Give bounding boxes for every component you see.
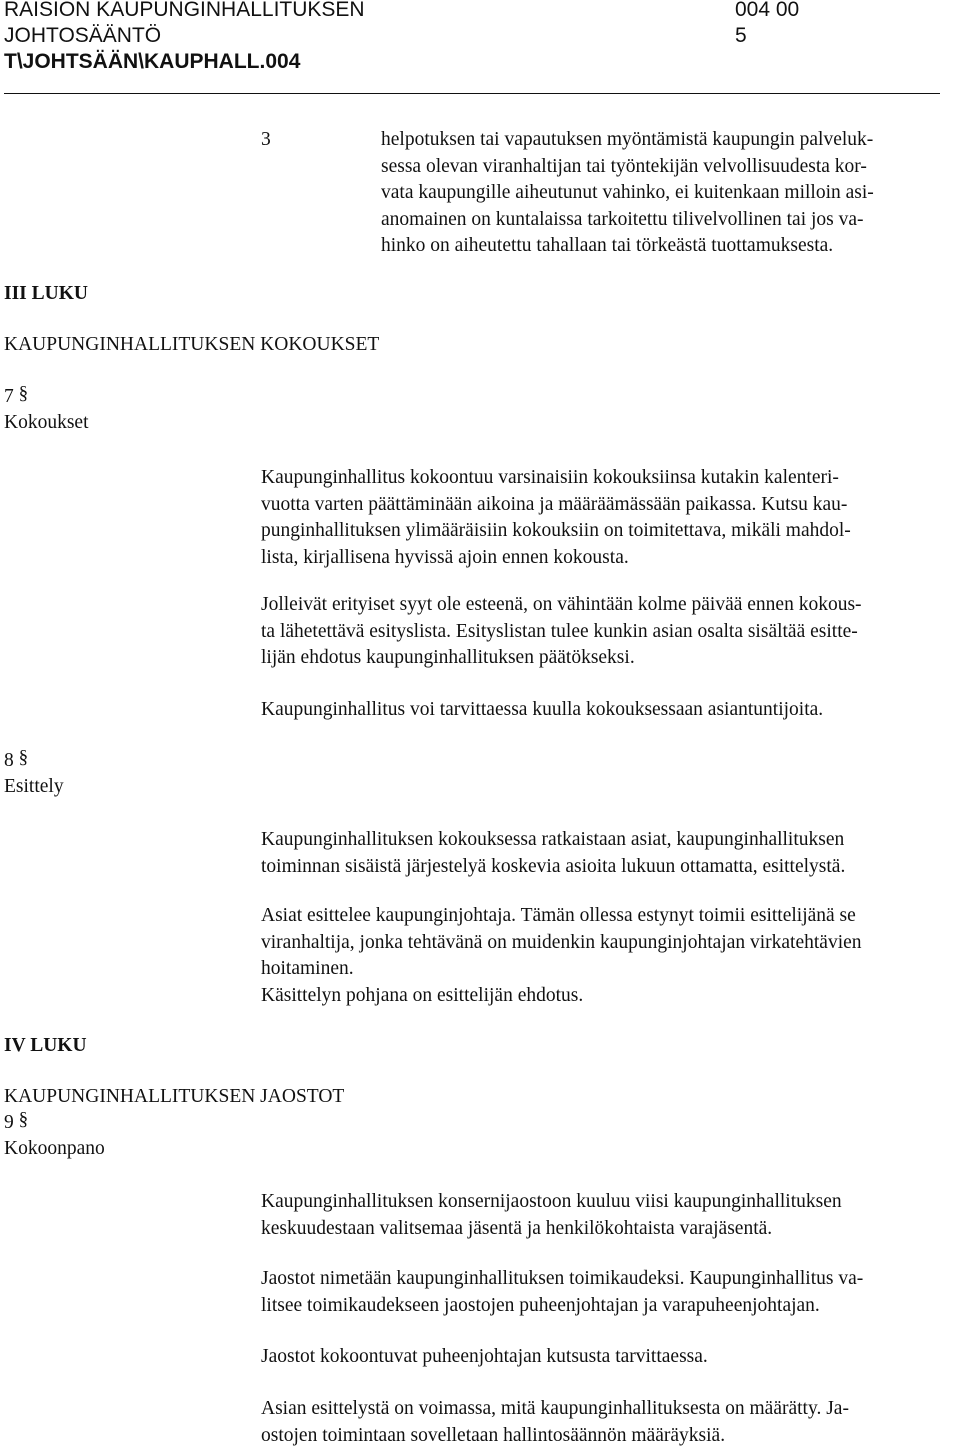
paragraph [261, 1266, 960, 1319]
item-text-line: helpotuksen tai vapautuksen myöntämistä kaupungin palveluk- [381, 127, 960, 154]
paragraph-line: Kaupunginhallitus voi tarvittaessa kuulla kokouksessaan asiantuntijoita. [261, 697, 960, 724]
item-text-line: anomainen on kuntalaissa tarkoitettu tilivelvollinen tai jos va- [381, 207, 960, 234]
header-document-name: JOHTOSÄÄNTÖ [4, 22, 161, 49]
paragraph-line: keskuudestaan valitsemaa jäsentä ja henkilökohtaista varajäsentä. [261, 1216, 960, 1243]
paragraph [261, 592, 960, 672]
section-number [4, 1110, 28, 1137]
item-text-line: sessa olevan viranhaltijan tai työntekijän velvollisuudesta kor- [381, 154, 960, 181]
paragraph-line: toiminnan sisäistä järjestelyä koskevia asioita lukuun ottamatta, esittelystä. [261, 854, 960, 881]
header-doc-number: 004 00 [735, 0, 799, 23]
paragraph [261, 903, 960, 1009]
section-number-value: 7 [4, 386, 14, 407]
paragraph-line: Kaupunginhallituksen konsernijaostoon kuuluu viisi kaupunginhallituksen [261, 1189, 960, 1216]
section-number-value: 8 [4, 750, 14, 771]
section-symbol: § [19, 383, 29, 404]
paragraph-line: punginhallituksen ylimääräisiin kokouksiin on toimitettava, mikäli mahdol- [261, 518, 960, 545]
section-number-value: 9 [4, 1112, 14, 1133]
section-title: Kokoonpano [4, 1136, 105, 1163]
header-org-name: RAISION KAUPUNGINHALLITUKSEN [4, 0, 365, 23]
paragraph-line: Jaostot nimetään kaupunginhallituksen toimikaudeksi. Kaupunginhallitus va- [261, 1266, 960, 1293]
paragraph [261, 1396, 960, 1449]
paragraph-line: Asiat esittelee kaupunginjohtaja. Tämän ollessa estynyt toimii esittelijänä se [261, 903, 960, 930]
paragraph-line: lista, kirjallisena hyvissä ajoin ennen kokousta. [261, 545, 960, 572]
item-text-line: hinko on aiheutettu tahallaan tai törkeästä tuottamuksesta. [381, 233, 960, 260]
section-title: Esittely [4, 774, 64, 801]
chapter-heading: IV LUKU [4, 1033, 87, 1060]
paragraph [261, 465, 960, 571]
paragraph-line: viranhaltija, jonka tehtävänä on muidenkin kaupunginjohtajan virkatehtävien [261, 930, 960, 957]
chapter-heading: III LUKU [4, 281, 88, 308]
section-symbol: § [19, 747, 29, 768]
header-page-number: 5 [735, 22, 747, 49]
paragraph [261, 827, 960, 880]
paragraph-line: litsee toimikaudekseen jaostojen puheenjohtajan ja varapuheenjohtajan. [261, 1293, 960, 1320]
paragraph-line: Kaupunginhallituksen kokouksessa ratkaistaan asiat, kaupunginhallituksen [261, 827, 960, 854]
paragraph [261, 697, 960, 724]
chapter-title: KAUPUNGINHALLITUKSEN JAOSTOT [4, 1084, 344, 1111]
item-text-line: vata kaupungille aiheutunut vahinko, ei kuitenkaan milloin asi- [381, 180, 960, 207]
paragraph [261, 1344, 960, 1371]
item-text [381, 127, 960, 260]
chapter-title: KAUPUNGINHALLITUKSEN KOKOUKSET [4, 332, 379, 359]
paragraph-line: ostojen toimintaan sovelletaan hallintosäännön määräyksiä. [261, 1423, 960, 1449]
section-symbol: § [19, 1109, 29, 1130]
paragraph-line: Jaostot kokoontuvat puheenjohtajan kutsusta tarvittaessa. [261, 1344, 960, 1371]
paragraph-line: Jolleivät erityiset syyt ole esteenä, on vähintään kolme päivää ennen kokous- [261, 592, 960, 619]
paragraph [261, 1189, 960, 1242]
paragraph-line: Käsittelyn pohjana on esittelijän ehdotus. [261, 983, 960, 1010]
section-number [4, 384, 28, 411]
paragraph-line: ta lähetettävä esityslista. Esityslistan tulee kunkin asian osalta sisältää esitte- [261, 619, 960, 646]
section-title: Kokoukset [4, 410, 89, 437]
item-number: 3 [261, 127, 271, 154]
header-rule [4, 93, 940, 94]
paragraph-line: Kaupunginhallitus kokoontuu varsinaisiin kokouksiinsa kutakin kalenteri- [261, 465, 960, 492]
paragraph-line: Asian esittelystä on voimassa, mitä kaupunginhallituksesta on määrätty. Ja- [261, 1396, 960, 1423]
paragraph-line: vuotta varten päättäminään aikoina ja määräämässään paikassa. Kutsu kau- [261, 492, 960, 519]
header-file-path: T\JOHTSÄÄN\KAUPHALL.004 [4, 48, 300, 75]
paragraph-line: hoitaminen. [261, 956, 960, 983]
section-number [4, 748, 28, 775]
paragraph-line: lijän ehdotus kaupunginhallituksen päätökseksi. [261, 645, 960, 672]
